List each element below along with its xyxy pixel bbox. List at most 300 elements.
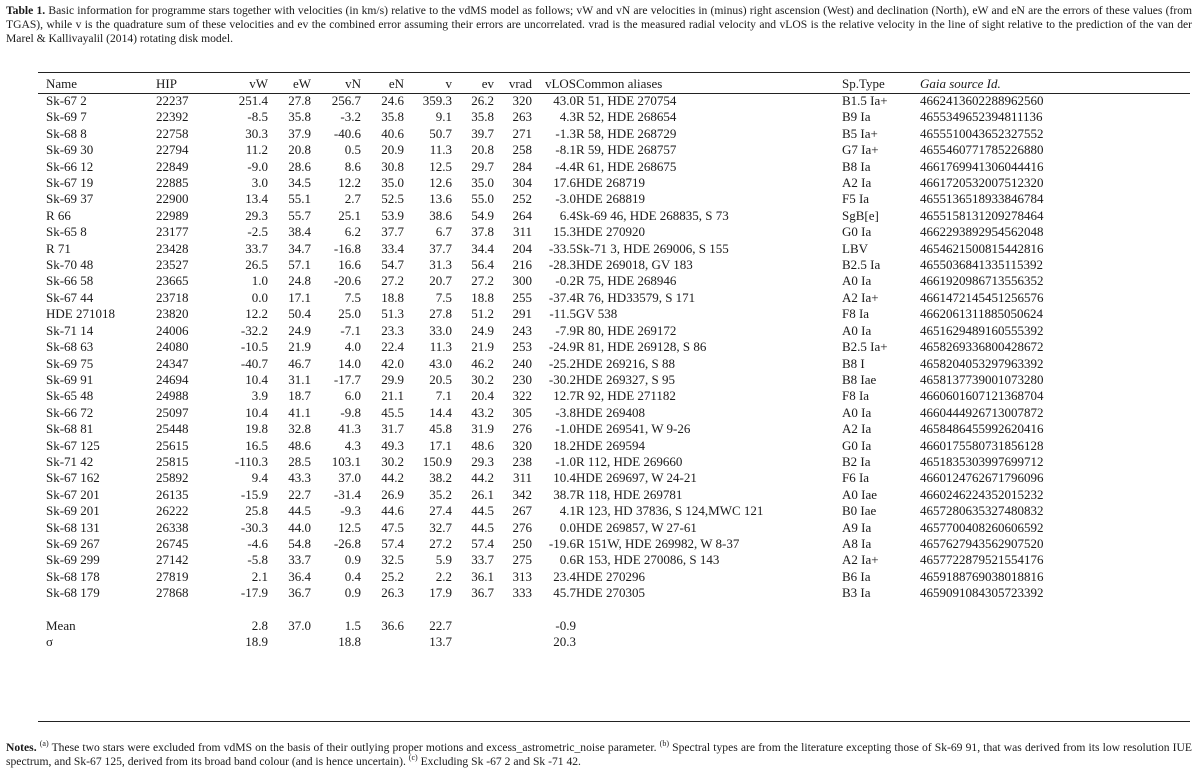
cell-en: 33.4 xyxy=(381,240,404,256)
cell-name: Sk-67 2 xyxy=(46,93,87,108)
cell-ew: 36.7 xyxy=(288,585,311,601)
cell-gaia: 4659091084305723392 xyxy=(920,585,1044,601)
cell-ev: 35.0 xyxy=(471,175,494,191)
cell-vlos: -1.3 xyxy=(555,125,576,141)
cell-vn: -3.2 xyxy=(340,109,361,125)
cell-ev: 39.7 xyxy=(471,125,494,141)
cell-vlos: -0.2 xyxy=(555,273,576,289)
table-row xyxy=(38,323,1090,339)
cell-vlos: 6.4 xyxy=(559,207,576,223)
cell-vn: 4.3 xyxy=(344,437,361,453)
cell-hip: 25615 xyxy=(156,437,189,453)
cell-name: Sk-68 81 xyxy=(46,421,94,437)
caption-label: Table 1. xyxy=(6,4,46,17)
cell-v: 9.1 xyxy=(435,109,452,125)
cell-name: Sk-66 12 xyxy=(46,158,94,174)
cell-vw: -17.9 xyxy=(240,585,268,601)
cell-vlos: 43.0 xyxy=(553,93,576,108)
cell-sptype: A2 Ia+ xyxy=(842,552,879,568)
table-row xyxy=(38,208,1090,224)
cell-vrad: 271 xyxy=(512,125,532,141)
cell-v: 32.7 xyxy=(429,519,452,535)
cell-vw: 30.3 xyxy=(245,125,268,141)
cell-vrad: 243 xyxy=(512,322,532,338)
summary-mean-v: 22.7 xyxy=(429,617,452,633)
cell-vrad: 238 xyxy=(512,453,532,469)
cell-ew: 27.8 xyxy=(288,93,311,108)
cell-ev: 30.2 xyxy=(471,371,494,387)
cell-name: Sk-69 7 xyxy=(46,109,87,125)
cell-vrad: 284 xyxy=(512,158,532,174)
cell-gaia: 4660124762671796096 xyxy=(920,470,1044,486)
table-row xyxy=(38,356,1090,372)
table-row xyxy=(38,569,1090,585)
cell-gaia: 4655460771785226880 xyxy=(920,142,1044,158)
cell-aliases: R 151W, HDE 269982, W 8-37 xyxy=(576,535,740,551)
col-header-en: eN xyxy=(388,76,404,91)
cell-vlos: -7.9 xyxy=(555,322,576,338)
cell-gaia: 4657280635327480832 xyxy=(920,503,1044,519)
cell-name: Sk-68 178 xyxy=(46,568,100,584)
cell-hip: 22989 xyxy=(156,207,189,223)
col-header-v: v xyxy=(445,76,452,91)
cell-v: 27.2 xyxy=(429,535,452,551)
cell-vw: 16.5 xyxy=(245,437,268,453)
cell-gaia: 4661720532007512320 xyxy=(920,175,1044,191)
cell-sptype: B6 Ia xyxy=(842,568,871,584)
cell-hip: 24080 xyxy=(156,339,189,355)
cell-hip: 27142 xyxy=(156,552,189,568)
cell-gaia: 4658486455992620416 xyxy=(920,421,1044,437)
cell-aliases: HDE 269216, S 88 xyxy=(576,355,675,371)
table-row xyxy=(38,372,1090,388)
cell-gaia: 4658137739001073280 xyxy=(920,371,1044,387)
cell-sptype: B1.5 Ia+ xyxy=(842,93,888,108)
cell-en: 24.6 xyxy=(381,93,404,108)
table-row xyxy=(38,487,1090,503)
cell-vw: -5.8 xyxy=(247,552,268,568)
cell-v: 150.9 xyxy=(422,453,452,469)
cell-en: 52.5 xyxy=(381,191,404,207)
cell-vn: 25.1 xyxy=(338,207,361,223)
cell-ew: 55.1 xyxy=(288,191,311,207)
cell-vlos: 45.7 xyxy=(553,585,576,601)
bottom-rule xyxy=(38,721,1190,722)
cell-vw: 10.4 xyxy=(245,371,268,387)
cell-ev: 44.2 xyxy=(471,470,494,486)
table-body xyxy=(38,93,1090,651)
cell-v: 27.4 xyxy=(429,503,452,519)
cell-en: 53.9 xyxy=(381,207,404,223)
cell-ev: 36.1 xyxy=(471,568,494,584)
table-row xyxy=(38,536,1090,552)
table-row xyxy=(38,273,1090,289)
table-row xyxy=(38,306,1090,322)
note-a: These two stars were excluded from vdMS on the basis of their outlying proper motions and excess_astrometric_noise parameter. xyxy=(51,741,657,754)
cell-sptype: F5 Ia xyxy=(842,191,870,207)
cell-vn: 0.5 xyxy=(344,142,361,158)
cell-en: 54.7 xyxy=(381,257,404,273)
cell-vlos: -25.2 xyxy=(548,355,576,371)
table-row xyxy=(38,126,1090,142)
cell-sptype: B3 Ia xyxy=(842,585,871,601)
cell-name: HDE 271018 xyxy=(46,306,115,322)
cell-vrad: 263 xyxy=(512,109,532,125)
spacer-row xyxy=(38,602,1090,618)
cell-name: Sk-69 75 xyxy=(46,355,94,371)
cell-name: Sk-71 42 xyxy=(46,453,94,469)
cell-name: Sk-68 63 xyxy=(46,339,94,355)
cell-v: 20.7 xyxy=(429,273,452,289)
cell-vw: 251.4 xyxy=(238,93,268,108)
cell-sptype: A2 Ia xyxy=(842,175,872,191)
cell-aliases: HDE 269857, W 27-61 xyxy=(576,519,697,535)
cell-hip: 22900 xyxy=(156,191,189,207)
cell-ew: 28.5 xyxy=(288,453,311,469)
table-row xyxy=(38,454,1090,470)
cell-en: 20.9 xyxy=(381,142,404,158)
cell-hip: 25448 xyxy=(156,421,189,437)
cell-v: 2.2 xyxy=(435,568,452,584)
cell-ew: 24.8 xyxy=(288,273,311,289)
cell-v: 27.8 xyxy=(429,306,452,322)
cell-ew: 57.1 xyxy=(288,257,311,273)
cell-vrad: 300 xyxy=(512,273,532,289)
cell-gaia: 4654621500815442816 xyxy=(920,240,1044,256)
cell-sptype: A8 Ia xyxy=(842,535,872,551)
cell-v: 7.1 xyxy=(435,388,452,404)
cell-sptype: LBV xyxy=(842,240,868,256)
cell-vlos: 23.4 xyxy=(553,568,576,584)
cell-en: 25.2 xyxy=(381,568,404,584)
cell-aliases: HDE 270296 xyxy=(576,568,645,584)
table-row xyxy=(38,175,1090,191)
cell-vn: -9.8 xyxy=(340,404,361,420)
cell-v: 33.0 xyxy=(429,322,452,338)
cell-en: 49.3 xyxy=(381,437,404,453)
cell-ew: 44.5 xyxy=(288,503,311,519)
summary-mean-vlos: -0.9 xyxy=(555,617,576,633)
cell-vn: 12.5 xyxy=(338,519,361,535)
note-c: Excluding Sk -67 2 and Sk -71 42. xyxy=(420,755,581,768)
cell-vn: 37.0 xyxy=(338,470,361,486)
cell-v: 17.1 xyxy=(429,437,452,453)
cell-vrad: 305 xyxy=(512,404,532,420)
cell-gaia: 4651835303997699712 xyxy=(920,453,1044,469)
cell-ev: 29.3 xyxy=(471,453,494,469)
cell-vn: -9.3 xyxy=(340,503,361,519)
cell-name: Sk-67 125 xyxy=(46,437,100,453)
cell-name: Sk-65 8 xyxy=(46,224,87,240)
cell-sptype: A9 Ia xyxy=(842,519,872,535)
cell-gaia: 4661920986713556352 xyxy=(920,273,1044,289)
table-row xyxy=(38,159,1090,175)
cell-hip: 25097 xyxy=(156,404,189,420)
cell-ev: 29.7 xyxy=(471,158,494,174)
cell-name: Sk-69 91 xyxy=(46,371,94,387)
table-row xyxy=(38,142,1090,158)
cell-vrad: 230 xyxy=(512,371,532,387)
cell-v: 5.9 xyxy=(435,552,452,568)
cell-sptype: G0 Ia xyxy=(842,437,872,453)
cell-v: 12.5 xyxy=(429,158,452,174)
cell-ev: 26.1 xyxy=(471,486,494,502)
cell-en: 23.3 xyxy=(381,322,404,338)
cell-hip: 23718 xyxy=(156,289,189,305)
cell-vlos: 12.7 xyxy=(553,388,576,404)
cell-name: Sk-70 48 xyxy=(46,257,94,273)
cell-ev: 24.9 xyxy=(471,322,494,338)
cell-v: 6.7 xyxy=(435,224,452,240)
cell-vlos: -19.6 xyxy=(548,535,576,551)
cell-ev: 20.8 xyxy=(471,142,494,158)
cell-sptype: A0 Iae xyxy=(842,486,878,502)
cell-aliases: HDE 269327, S 95 xyxy=(576,371,675,387)
cell-ev: 18.8 xyxy=(471,289,494,305)
table-row xyxy=(38,224,1090,240)
cell-vrad: 252 xyxy=(512,191,532,207)
cell-vw: 29.3 xyxy=(245,207,268,223)
table-row xyxy=(38,552,1090,568)
cell-aliases: R 61, HDE 268675 xyxy=(576,158,677,174)
summary-sigma-vw: 18.9 xyxy=(245,634,268,650)
cell-name: Sk-68 131 xyxy=(46,519,100,535)
cell-vw: -32.2 xyxy=(240,322,268,338)
cell-aliases: R 59, HDE 268757 xyxy=(576,142,677,158)
cell-ev: 54.9 xyxy=(471,207,494,223)
cell-ew: 28.6 xyxy=(288,158,311,174)
cell-vw: 9.4 xyxy=(251,470,268,486)
table-row xyxy=(38,290,1090,306)
cell-v: 12.6 xyxy=(429,175,452,191)
cell-ev: 46.2 xyxy=(471,355,494,371)
cell-en: 30.8 xyxy=(381,158,404,174)
cell-name: Sk-65 48 xyxy=(46,388,94,404)
header-row xyxy=(38,75,1090,93)
cell-gaia: 4655510043652327552 xyxy=(920,125,1044,141)
cell-vn: -26.8 xyxy=(333,535,361,551)
cell-hip: 24694 xyxy=(156,371,189,387)
cell-gaia: 4659188769038018816 xyxy=(920,568,1044,584)
cell-gaia: 4660601607121368704 xyxy=(920,388,1044,404)
cell-sptype: G7 Ia+ xyxy=(842,142,879,158)
cell-gaia: 4662413602288962560 xyxy=(920,93,1044,108)
cell-vn: -16.8 xyxy=(333,240,361,256)
cell-vn: 6.0 xyxy=(344,388,361,404)
cell-aliases: R 92, HDE 271182 xyxy=(576,388,676,404)
cell-ev: 44.5 xyxy=(471,519,494,535)
table-row xyxy=(38,585,1090,601)
table-row xyxy=(38,405,1090,421)
cell-en: 26.3 xyxy=(381,585,404,601)
cell-gaia: 4660246224352015232 xyxy=(920,486,1044,502)
cell-ew: 44.0 xyxy=(288,519,311,535)
note-b: Spectral types are from the literature excepting those of Sk-69 91, that was derived from its low resolution IUE spectrum, and Sk-67 125, derived from its broad band colour (and is hence uncertain). xyxy=(6,741,1192,768)
summary-sigma-v: 13.7 xyxy=(429,634,452,650)
cell-ew: 31.1 xyxy=(288,371,311,387)
cell-vn: 0.9 xyxy=(344,552,361,568)
cell-vlos: -33.5 xyxy=(548,240,576,256)
cell-vlos: -37.4 xyxy=(548,289,576,305)
cell-name: Sk-71 14 xyxy=(46,322,94,338)
cell-gaia: 4655158131209278464 xyxy=(920,207,1044,223)
cell-ew: 48.6 xyxy=(288,437,311,453)
table-row xyxy=(38,470,1090,486)
cell-hip: 25892 xyxy=(156,470,189,486)
cell-vrad: 311 xyxy=(512,224,532,240)
cell-sptype: B0 Iae xyxy=(842,503,877,519)
cell-vw: 12.2 xyxy=(245,306,268,322)
cell-gaia: 4657722879521554176 xyxy=(920,552,1044,568)
cell-ev: 26.2 xyxy=(471,93,494,108)
cell-sptype: B8 Iae xyxy=(842,371,877,387)
cell-ew: 22.7 xyxy=(288,486,311,502)
cell-name: Sk-69 267 xyxy=(46,535,100,551)
cell-gaia: 4655036841335115392 xyxy=(920,257,1044,273)
cell-vrad: 276 xyxy=(512,519,532,535)
cell-name: Sk-69 299 xyxy=(46,552,100,568)
table-row xyxy=(38,438,1090,454)
cell-vrad: 240 xyxy=(512,355,532,371)
cell-v: 359.3 xyxy=(422,93,452,108)
cell-gaia: 4658269336800428672 xyxy=(920,339,1044,355)
cell-gaia: 4655349652394811136 xyxy=(920,109,1043,125)
cell-hip: 25815 xyxy=(156,453,189,469)
cell-vn: 103.1 xyxy=(331,453,361,469)
cell-vw: 3.9 xyxy=(251,388,268,404)
summary-mean-en: 36.6 xyxy=(381,617,404,633)
cell-sptype: B5 Ia+ xyxy=(842,125,878,141)
cell-en: 22.4 xyxy=(381,339,404,355)
cell-vw: 33.7 xyxy=(245,240,268,256)
cell-en: 27.2 xyxy=(381,273,404,289)
cell-gaia: 4657700408260606592 xyxy=(920,519,1044,535)
cell-hip: 22758 xyxy=(156,125,189,141)
table-row xyxy=(38,339,1090,355)
cell-aliases: R 112, HDE 269660 xyxy=(576,453,683,469)
cell-vlos: -24.9 xyxy=(548,339,576,355)
cell-vrad: 276 xyxy=(512,421,532,437)
cell-vn: -7.1 xyxy=(340,322,361,338)
cell-vlos: -28.3 xyxy=(548,257,576,273)
cell-ew: 35.8 xyxy=(288,109,311,125)
table-row xyxy=(38,388,1090,404)
cell-vrad: 304 xyxy=(512,175,532,191)
cell-en: 44.2 xyxy=(381,470,404,486)
cell-v: 31.3 xyxy=(429,257,452,273)
notes-label: Notes. xyxy=(6,741,37,754)
col-header-hip: HIP xyxy=(156,76,177,91)
cell-vlos: 18.2 xyxy=(553,437,576,453)
cell-aliases: R 81, HDE 269128, S 86 xyxy=(576,339,707,355)
cell-ew: 18.7 xyxy=(288,388,311,404)
cell-aliases: HDE 269594 xyxy=(576,437,645,453)
cell-vw: 25.8 xyxy=(245,503,268,519)
summary-mean-vw: 2.8 xyxy=(251,617,268,633)
cell-vlos: 38.7 xyxy=(553,486,576,502)
table-row xyxy=(38,241,1090,257)
cell-name: Sk-67 19 xyxy=(46,175,94,191)
cell-ev: 31.9 xyxy=(471,421,494,437)
cell-aliases: Sk-69 46, HDE 268835, S 73 xyxy=(576,207,729,223)
cell-vw: 10.4 xyxy=(245,404,268,420)
cell-en: 40.6 xyxy=(381,125,404,141)
cell-v: 20.5 xyxy=(429,371,452,387)
top-rule xyxy=(38,72,1190,73)
cell-hip: 26745 xyxy=(156,535,189,551)
cell-v: 11.3 xyxy=(429,339,452,355)
cell-v: 13.6 xyxy=(429,191,452,207)
cell-vlos: -3.8 xyxy=(555,404,576,420)
cell-name: Sk-68 8 xyxy=(46,125,87,141)
cell-name: Sk-68 179 xyxy=(46,585,100,601)
cell-vlos: -30.2 xyxy=(548,371,576,387)
cell-vn: -40.6 xyxy=(333,125,361,141)
cell-hip: 26338 xyxy=(156,519,189,535)
cell-name: Sk-67 201 xyxy=(46,486,100,502)
cell-ew: 34.5 xyxy=(288,175,311,191)
cell-ev: 43.2 xyxy=(471,404,494,420)
cell-vrad: 216 xyxy=(512,257,532,273)
summary-sigma-label: σ xyxy=(46,634,54,650)
cell-vrad: 291 xyxy=(512,306,532,322)
cell-en: 42.0 xyxy=(381,355,404,371)
cell-gaia: 4660175580731856128 xyxy=(920,437,1044,453)
cell-v: 38.6 xyxy=(429,207,452,223)
cell-vw: -40.7 xyxy=(240,355,268,371)
col-header-name: Name xyxy=(46,76,78,91)
cell-vrad: 204 xyxy=(512,240,532,256)
cell-aliases: R 58, HDE 268729 xyxy=(576,125,677,141)
cell-vn: 16.6 xyxy=(338,257,361,273)
table-row xyxy=(38,93,1090,109)
cell-hip: 22849 xyxy=(156,158,189,174)
cell-ev: 27.2 xyxy=(471,273,494,289)
summary-row-mean xyxy=(38,618,1090,634)
cell-v: 43.0 xyxy=(429,355,452,371)
table-row xyxy=(38,109,1090,125)
cell-vlos: -1.0 xyxy=(555,421,576,437)
cell-ew: 21.9 xyxy=(288,339,311,355)
cell-en: 51.3 xyxy=(381,306,404,322)
cell-vrad: 322 xyxy=(512,388,532,404)
cell-ew: 34.7 xyxy=(288,240,311,256)
cell-ew: 50.4 xyxy=(288,306,311,322)
cell-ew: 17.1 xyxy=(288,289,311,305)
cell-name: Sk-66 58 xyxy=(46,273,94,289)
summary-mean-vn: 1.5 xyxy=(344,617,361,633)
table-row xyxy=(38,257,1090,273)
cell-name: R 66 xyxy=(46,207,71,223)
cell-aliases: Sk-71 3, HDE 269006, S 155 xyxy=(576,240,729,256)
cell-aliases: HDE 269697, W 24-21 xyxy=(576,470,697,486)
cell-vn: 0.4 xyxy=(344,568,361,584)
cell-hip: 26222 xyxy=(156,503,189,519)
cell-aliases: HDE 269541, W 9-26 xyxy=(576,421,691,437)
cell-name: Sk-66 72 xyxy=(46,404,94,420)
cell-en: 26.9 xyxy=(381,486,404,502)
cell-vw: -4.6 xyxy=(247,535,268,551)
cell-aliases: R 80, HDE 269172 xyxy=(576,322,677,338)
cell-vlos: -11.5 xyxy=(549,306,576,322)
cell-hip: 23177 xyxy=(156,224,189,240)
cell-vrad: 333 xyxy=(512,585,532,601)
cell-gaia: 4657627943562907520 xyxy=(920,535,1044,551)
cell-gaia: 4655136518933846784 xyxy=(920,191,1044,207)
cell-ev: 21.9 xyxy=(471,339,494,355)
col-header-gaia: Gaia source Id. xyxy=(920,76,1001,91)
cell-name: Sk-69 201 xyxy=(46,503,100,519)
